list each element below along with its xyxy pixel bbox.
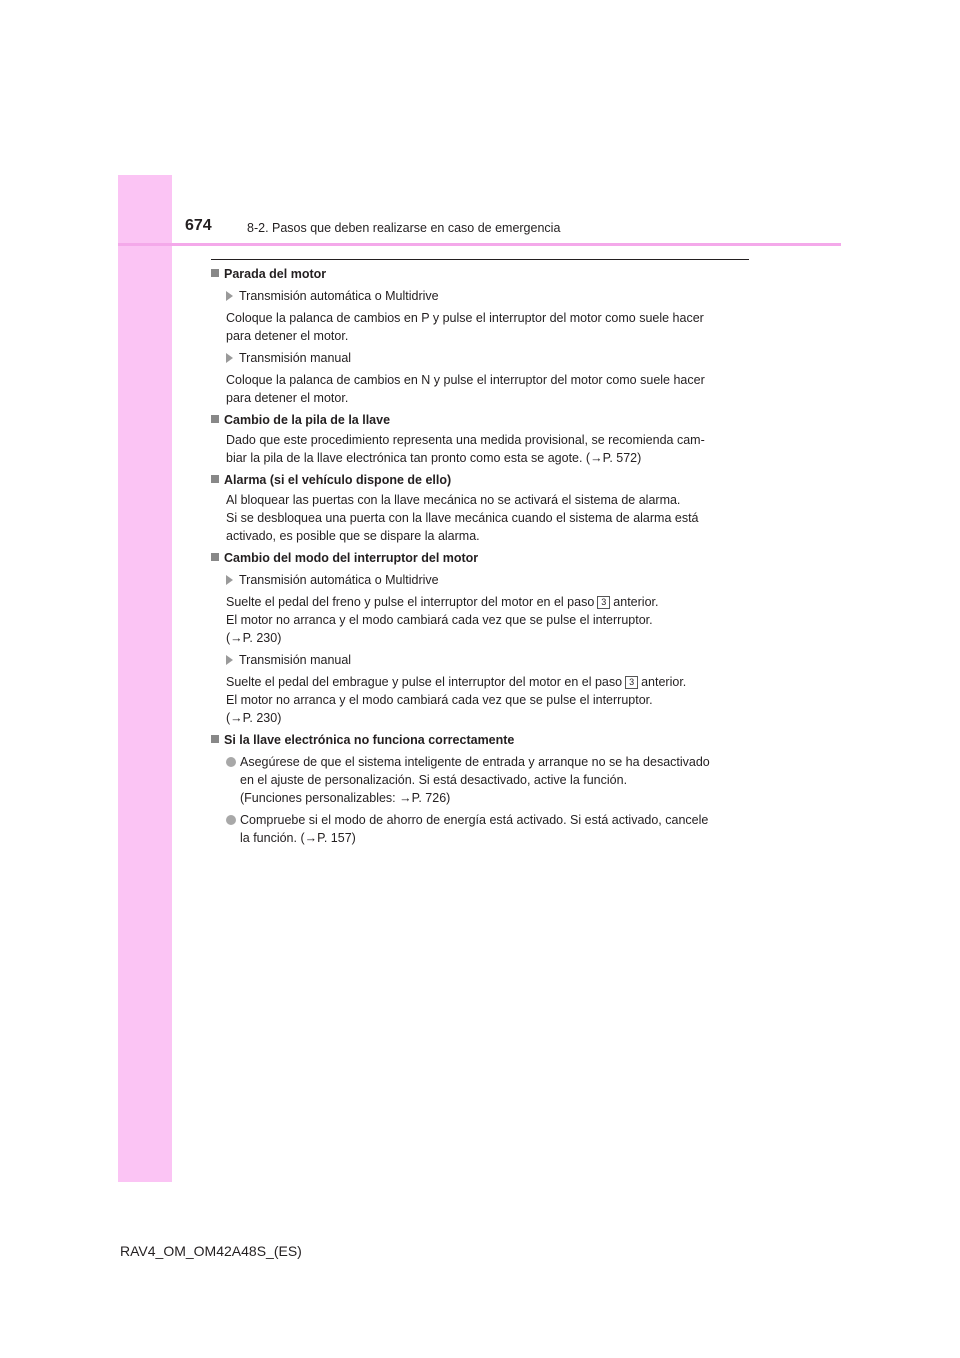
subheading-auto-transmission: Transmisión automática o Multidrive <box>226 571 751 589</box>
step-number-badge: 3 <box>597 596 610 609</box>
heading-llave-electronica: Si la llave electrónica no funciona correctamente <box>211 731 751 749</box>
header-rule <box>118 243 841 246</box>
triangle-bullet-icon <box>226 353 233 363</box>
heading-parada-del-motor: Parada del motor <box>211 265 751 283</box>
side-color-band <box>118 175 172 1182</box>
square-bullet-icon <box>211 735 219 743</box>
triangle-bullet-icon <box>226 291 233 301</box>
triangle-bullet-icon <box>226 575 233 585</box>
paragraph: Coloque la palanca de cambios en N y pulse el interruptor del motor como suele hacer para detener el motor. <box>226 373 705 405</box>
paragraph: Suelte el pedal del embrague y pulse el interruptor del motor en el paso 3 anterior. El motor no arranca y el modo cambiará cada vez que se pulse el interruptor. (→P. 230) <box>226 675 687 725</box>
square-bullet-icon <box>211 475 219 483</box>
list-item: Compruebe si el modo de ahorro de energía está activado. Si está activado, cancele la función. (→P. 157) <box>226 811 751 847</box>
subheading-manual-transmission: Transmisión manual <box>226 349 751 367</box>
subheading-manual-transmission: Transmisión manual <box>226 651 751 669</box>
square-bullet-icon <box>211 415 219 423</box>
page-number: 674 <box>185 217 212 234</box>
list-item: Asegúrese de que el sistema inteligente de entrada y arranque no se ha desactivado en el ajuste de personalización. Si está desactivado, active la función. (Funciones personalizables: →P. 726) <box>226 753 751 807</box>
triangle-bullet-icon <box>226 655 233 665</box>
content-divider <box>211 259 749 260</box>
document-code: RAV4_OM_OM42A48S_(ES) <box>120 1243 302 1259</box>
paragraph: Coloque la palanca de cambios en P y pulse el interruptor del motor como suele hacer para detener el motor. <box>226 311 704 343</box>
circle-bullet-icon <box>226 815 236 825</box>
paragraph: Dado que este procedimiento representa una medida provisional, se recomienda cam- biar la pila de la llave electrónica tan pronto como esta se agote. (→P. 572) <box>226 433 705 465</box>
heading-cambio-pila: Cambio de la pila de la llave <box>211 411 751 429</box>
square-bullet-icon <box>211 553 219 561</box>
step-number-badge: 3 <box>625 676 638 689</box>
subheading-auto-transmission: Transmisión automática o Multidrive <box>226 287 751 305</box>
paragraph: Al bloquear las puertas con la llave mecánica no se activará el sistema de alarma. Si se desbloquea una puerta con la llave mecánica cuando el sistema de alarma está activado, es posible que se dispare la alarma. <box>226 493 699 543</box>
paragraph: Suelte el pedal del freno y pulse el interruptor del motor en el paso 3 anterior. El motor no arranca y el modo cambiará cada vez que se pulse el interruptor. (→P. 230) <box>226 595 659 645</box>
square-bullet-icon <box>211 269 219 277</box>
circle-bullet-icon <box>226 757 236 767</box>
page-content <box>211 265 751 847</box>
heading-cambio-modo: Cambio del modo del interruptor del motor <box>211 549 751 567</box>
section-title: 8-2. Pasos que deben realizarse en caso de emergencia <box>247 221 561 235</box>
heading-alarma: Alarma (si el vehículo dispone de ello) <box>211 471 751 489</box>
